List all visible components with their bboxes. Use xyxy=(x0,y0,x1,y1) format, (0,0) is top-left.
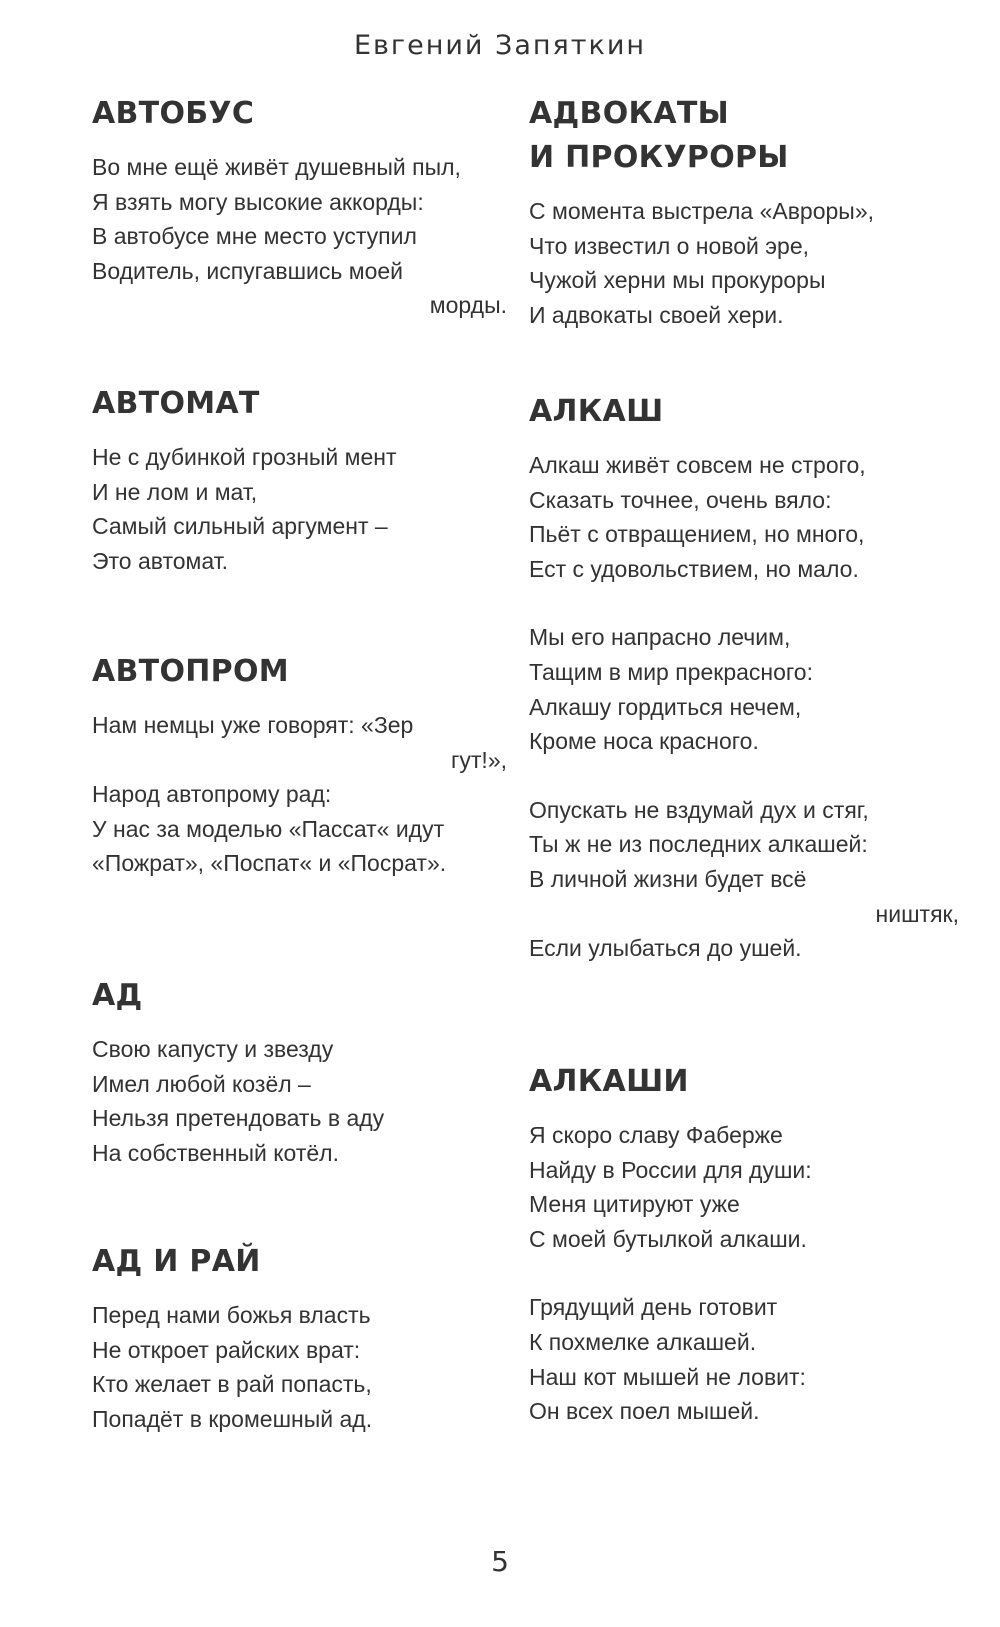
stanza-gap xyxy=(529,759,959,793)
stanza-gap xyxy=(529,1256,959,1290)
poem-line: Самый сильный аргумент – xyxy=(92,513,388,540)
poem-line: Это автомат. xyxy=(92,547,229,574)
poem-title: АВТОМАТ xyxy=(92,386,260,421)
poem-line: Имел любой козёл – xyxy=(92,1070,311,1097)
poem-avtoprom xyxy=(92,650,507,881)
poem-title-line: И ПРОКУРОРЫ xyxy=(529,140,789,175)
poem-line: Он всех поел мышей. xyxy=(529,1398,760,1425)
poem-line: К похмелке алкашей. xyxy=(529,1328,757,1355)
poem-title: АВТОПРОМ xyxy=(92,654,289,689)
poem-line: На собственный котёл. xyxy=(92,1139,339,1166)
page-number: 5 xyxy=(491,1545,509,1578)
poem-line: С моей бутылкой алкаши. xyxy=(529,1225,807,1252)
poem-line: Наш кот мышей не ловит: xyxy=(529,1363,806,1390)
poem-line: гут!», xyxy=(451,746,507,773)
poem-line: В автобусе мне место уступил xyxy=(92,223,417,250)
poem-line: Попадёт в кромешный ад. xyxy=(92,1405,373,1432)
poem-line: И не лом и мат, xyxy=(92,478,258,505)
poem-title xyxy=(529,92,959,180)
poem-line: Народ автопрому рад: xyxy=(92,781,332,808)
poem-alkashi xyxy=(529,1060,959,1429)
poem-alkash xyxy=(529,390,959,966)
poem-line: Алкашу гордиться нечем, xyxy=(529,693,802,720)
poem-title: АВТОБУС xyxy=(92,96,255,131)
poem-ad xyxy=(92,974,507,1170)
poem-title: АД xyxy=(92,978,143,1013)
poem-line: Если улыбаться до ушей. xyxy=(529,935,802,962)
poem-line: В личной жизни будет всё xyxy=(529,865,807,892)
poem-line: Нельзя претендовать в аду xyxy=(92,1105,385,1132)
poem-line: Тащим в мир прекрасного: xyxy=(529,658,813,685)
poem-line: Ты ж не из последних алкашей: xyxy=(529,831,868,858)
poem-line: Мы его напрасно лечим, xyxy=(529,624,791,651)
poem-line: Алкаш живёт совсем не строго, xyxy=(529,452,866,478)
poem-title: АЛКАШ xyxy=(529,394,664,429)
poem-line: Не с дубинкой грозный мент xyxy=(92,444,397,470)
poem-line: Кроме носа красного. xyxy=(529,728,759,755)
poem-line: Грядущий день готовит xyxy=(529,1294,778,1321)
running-header: Евгений Запяткин xyxy=(353,30,647,61)
poem-line: Водитель, испугавшись моей xyxy=(92,257,403,284)
poem-title: АЛКАШИ xyxy=(529,1064,689,1099)
poem-line: Найду в России для души: xyxy=(529,1156,812,1183)
stanza-gap xyxy=(529,586,959,620)
poem-line: Я скоро славу Фаберже xyxy=(529,1122,783,1148)
poem-line: Что известил о новой эре, xyxy=(529,232,809,259)
poem-avtobus xyxy=(92,92,507,323)
poem-line: Ест с удовольствием, но мало. xyxy=(529,555,859,582)
poem-line: Кто желает в рай попасть, xyxy=(92,1371,372,1398)
poem-line: И адвокаты своей хери. xyxy=(529,301,784,328)
poem-line: Не откроет райских врат: xyxy=(92,1336,361,1363)
poem-advokaty xyxy=(529,92,959,332)
poem-avtomat xyxy=(92,382,507,578)
poem-line: Сказать точнее, очень вяло: xyxy=(529,486,832,513)
poem-line: Пьёт с отвращением, но много, xyxy=(529,521,865,548)
poem-title: АД И РАЙ xyxy=(92,1244,261,1279)
poem-line: Свою капусту и звезду xyxy=(92,1036,334,1062)
poem-line: Опускать не вздумай дух и стяг, xyxy=(529,796,869,823)
poem-line: морды. xyxy=(429,292,507,319)
poem-line: Перед нами божья власть xyxy=(92,1302,371,1328)
poem-line: Во мне ещё живёт душевный пыл, xyxy=(92,154,461,180)
poem-title-line: АДВОКАТЫ xyxy=(529,96,729,131)
poem-line: С момента выстрела «Авроры», xyxy=(529,198,875,224)
poem-line: Нам немцы уже говорят: «Зер xyxy=(92,712,414,738)
poem-line: Я взять могу высокие аккорды: xyxy=(92,188,424,215)
poem-ad-i-rai xyxy=(92,1240,507,1436)
poem-line: Меня цитируют уже xyxy=(529,1191,740,1218)
poem-line: Чужой херни мы прокуроры xyxy=(529,267,826,294)
poem-line: У нас за моделью «Пассат« идут xyxy=(92,815,445,842)
poem-line: «Пожрат», «Поспат« и «Посрат». xyxy=(92,850,447,877)
poem-line: ништяк, xyxy=(875,900,959,927)
